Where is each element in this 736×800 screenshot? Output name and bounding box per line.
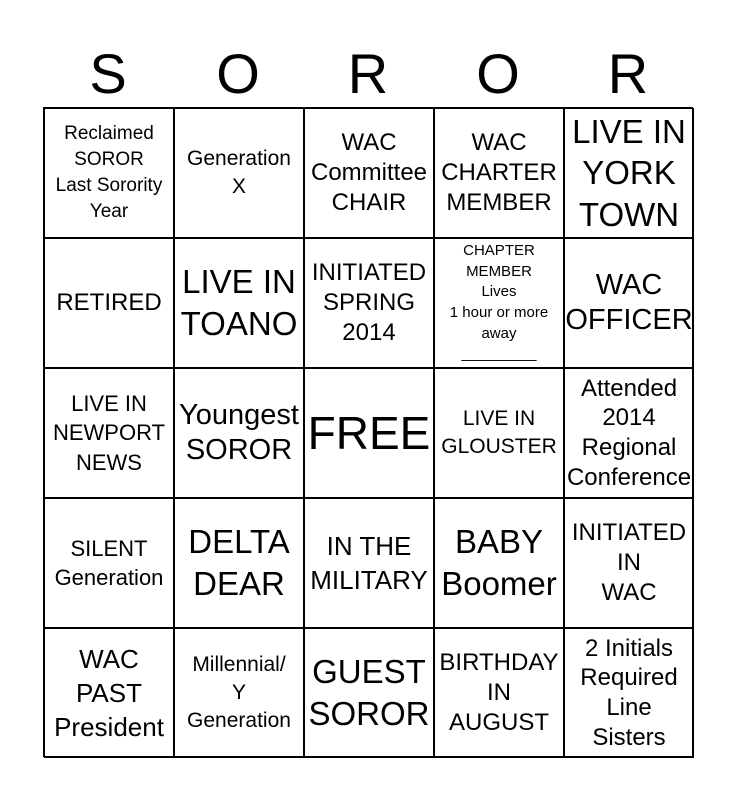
cell-label: LIVE IN TOANO (180, 263, 298, 342)
cell-label: INITIATED SPRING 2014 (311, 259, 427, 346)
bingo-cell[interactable] (174, 238, 304, 368)
bingo-cell[interactable] (434, 368, 564, 498)
bingo-cell[interactable] (564, 238, 694, 368)
cell-label: SILENT Generation (54, 535, 164, 590)
bingo-cell[interactable] (304, 628, 434, 758)
bingo-cell[interactable] (44, 238, 174, 368)
bingo-cell[interactable] (434, 628, 564, 758)
cell-label: Generation X (187, 146, 291, 198)
cell-label: INITIATED IN WAC (571, 519, 687, 606)
header-letter: R (607, 42, 649, 105)
bingo-header (43, 40, 693, 108)
cell-label: RETIRED (56, 289, 162, 317)
header-letter: O (216, 42, 260, 105)
header-letter: S (89, 42, 127, 105)
cell-label: DELTA DEAR (188, 523, 290, 602)
bingo-cell[interactable] (44, 368, 174, 498)
cell-label: Reclaimed SOROR Last Sorority Year (55, 122, 163, 223)
bingo-cell[interactable] (44, 108, 174, 238)
cell-label: LIVE IN YORK TOWN (572, 112, 686, 233)
free-space-cell[interactable] (304, 368, 434, 498)
bingo-cell[interactable] (174, 108, 304, 238)
cell-label: CHAPTER MEMBER Lives 1 hour or more away _________ (449, 241, 549, 363)
bingo-cell[interactable] (564, 498, 694, 628)
bingo-cell[interactable] (564, 628, 694, 758)
bingo-cell[interactable] (174, 368, 304, 498)
cell-label: LIVE IN GLOUSTER (441, 406, 557, 458)
cell-label: BIRTHDAY IN AUGUST (439, 649, 559, 736)
cell-label: 2 Initials Required Line Sisters (580, 634, 678, 751)
cell-label: Youngest SOROR (179, 398, 299, 466)
bingo-cell[interactable] (564, 368, 694, 498)
cell-label: Attended 2014 Regional Conference (566, 374, 692, 491)
bingo-cell[interactable] (304, 498, 434, 628)
cell-label: LIVE IN NEWPORT NEWS (52, 391, 166, 475)
free-space-label: FREE (307, 406, 431, 459)
cell-label: Millennial/ Y Generation (187, 652, 291, 733)
cell-label: BABY Boomer (441, 523, 557, 602)
bingo-cell[interactable] (174, 628, 304, 758)
cell-label: GUEST SOROR (308, 653, 430, 732)
bingo-cell[interactable] (434, 108, 564, 238)
bingo-cell[interactable] (174, 498, 304, 628)
bingo-board (43, 107, 693, 757)
cell-label: WAC PAST President (54, 643, 164, 743)
bingo-cell[interactable] (304, 238, 434, 368)
cell-label: WAC CHARTER MEMBER (441, 129, 557, 216)
header-letter: O (476, 42, 520, 105)
cell-label: WAC Committee CHAIR (310, 129, 428, 216)
bingo-cell[interactable] (304, 108, 434, 238)
header-letter: R (347, 42, 389, 105)
bingo-cell[interactable] (434, 498, 564, 628)
cell-label: WAC OFFICER (565, 268, 693, 336)
bingo-cell[interactable] (44, 628, 174, 758)
bingo-cell[interactable] (434, 238, 564, 368)
bingo-cell[interactable] (564, 108, 694, 238)
bingo-cell[interactable] (44, 498, 174, 628)
cell-label: IN THE MILITARY (310, 530, 428, 595)
